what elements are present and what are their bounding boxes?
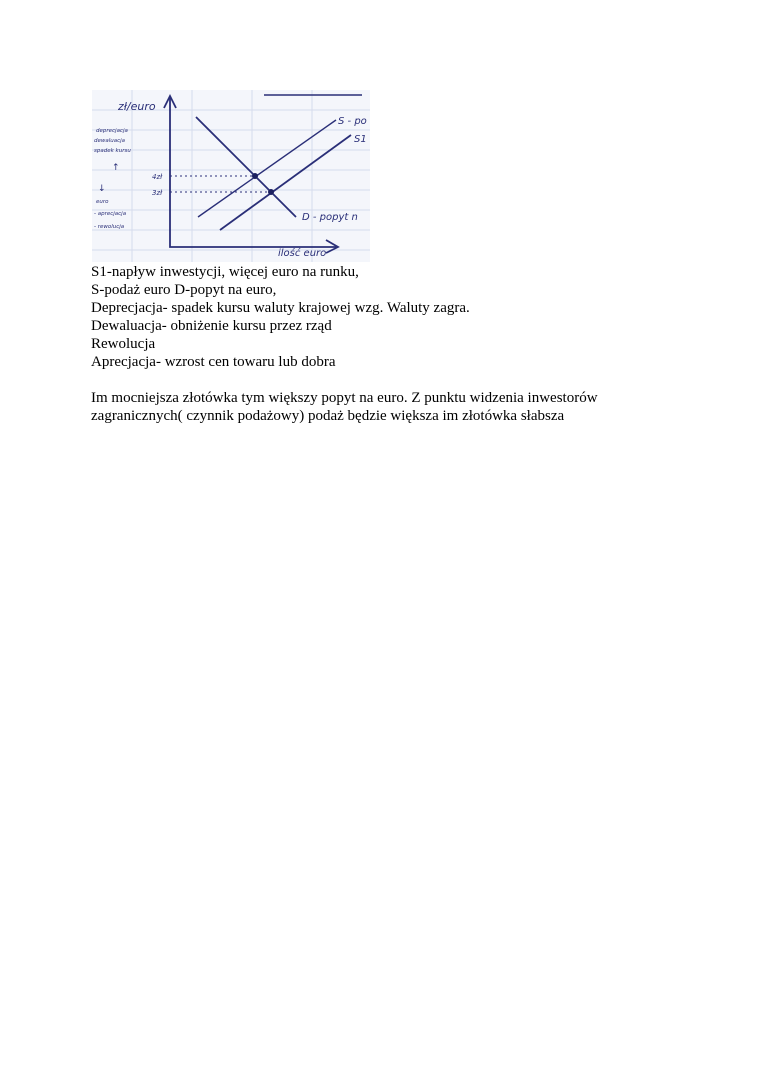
x-axis-label: ilość euro [278, 248, 327, 259]
side-note: - aprecjacja [94, 211, 127, 217]
handwritten-supply-demand-graph [92, 90, 370, 262]
y-axis-label: zł/euro [118, 100, 156, 113]
text-line: S-podaż euro D-popyt na euro, [91, 282, 277, 298]
axes [170, 98, 336, 247]
arrow-up-icon: ↑ [112, 163, 120, 173]
text-line: Aprecjacja- wzrost cen towaru lub dobra [91, 354, 336, 370]
supply1-label: S1 [354, 134, 367, 145]
side-note: - rewolucja [94, 224, 125, 230]
price-low-label: 3zł [152, 189, 163, 197]
supply-label: S - po [338, 116, 367, 127]
text-line: Rewolucja [91, 336, 156, 352]
equilibrium-point [252, 173, 258, 179]
text-line: Dewaluacja- obniżenie kursu przez rząd [91, 318, 332, 334]
price-high-label: 4zł [152, 173, 163, 181]
supply-curve [198, 120, 336, 217]
arrow-down-icon: ↓ [98, 184, 106, 194]
paragraph-line: Im mocniejsza złotówka tym większy popyt na euro. Z punktu widzenia inwestorów [91, 390, 598, 406]
text-line: S1-napływ inwestycji, więcej euro na runku, [91, 264, 359, 280]
equilibrium-point-new [268, 189, 274, 195]
demand-label: D - popyt n [302, 212, 358, 223]
side-note: spadek kursu [94, 148, 131, 154]
side-note: euro [96, 199, 109, 205]
side-note: deprecjacja [96, 128, 128, 134]
paragraph-line: zagranicznych( czynnik podażowy) podaż będzie większa im złotówka słabsza [91, 408, 565, 424]
demand-curve [196, 117, 296, 217]
side-note: dewaluacja [94, 138, 126, 144]
text-line: Deprecjacja- spadek kursu waluty krajowej wzg. Waluty zagra. [91, 300, 470, 316]
